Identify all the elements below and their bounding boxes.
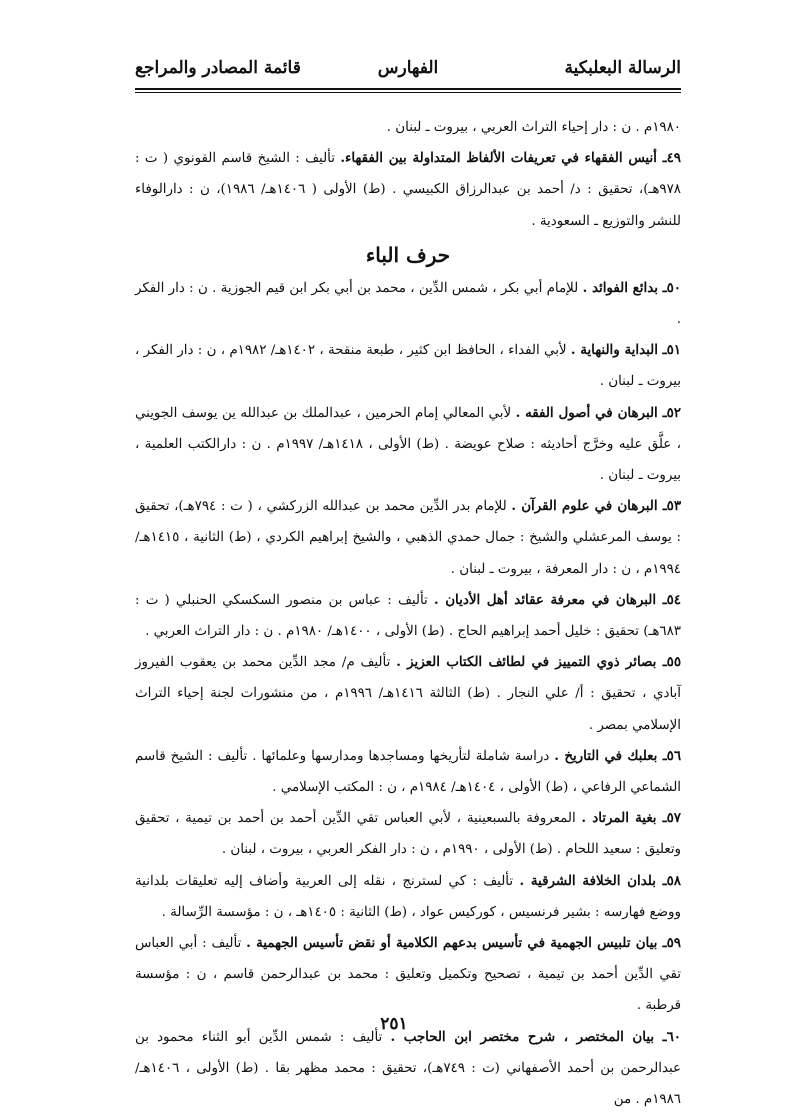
reference-entry — [135, 398, 681, 492]
reference-entry — [135, 928, 681, 1022]
entry-title: ٥٠ـ بدائع الفوائد . — [582, 279, 681, 296]
entry-title: ٥٣ـ البرهان في علوم القرآن . — [511, 498, 682, 515]
reference-entry — [135, 335, 681, 397]
entry-details: دراسة شاملة لتأريخها ومساجدها ومدارسها وعلمائها . تأليف : الشيخ قاسم الشماعي الرفاعي ، (ط) الأولى ، ١٤٠٤هـ/ ١٩٨٤م ، ن : المكتب الإسلامي . — [135, 748, 681, 796]
header-rule-thick — [135, 88, 681, 90]
reference-entry — [135, 273, 681, 335]
entry-details: تأليف : كي لسترنج ، نقله إلى العربية وأضاف إليه تعليقات بلدانية ووضع فهارسه : بشير فرنسيس ، كوركيس عواد ، (ط) الثانية : ١٤٠٥هـ ، ن : مؤسسة الرِّسالة . — [135, 873, 681, 920]
reference-entry — [135, 741, 681, 803]
header-chapter: قائمة المصادر والمراجع — [135, 58, 301, 78]
entry-details: لأبي المعالي إمام الحرمين ، عبدالملك بن عبدالله ين يوسف الجويني ، علَّق عليه وخرَّج أحاديثه : صلاح عويضة . (ط) الأولى ، ١٤١٨هـ/ ١٩٩٧م . ن : دارالكتب العلمية ، بيروت ـ لبنان . — [135, 405, 681, 484]
entry-title: ٥٥ـ بصائر ذوي التمييز في لطائف الكتاب العزيز . — [396, 654, 682, 671]
continuation-text: ١٩٨٠م . ن : دار إحياء التراث العربي ، بيروت ـ لبنان . — [386, 120, 681, 135]
entry-title: ٥١ـ البداية والنهاية . — [570, 342, 681, 359]
entry-title: ٦٠ـ بيان المختصر ، شرح مختصر ابن الحاجب . — [390, 1028, 681, 1045]
entry-details: تأليف م/ مجد الدِّين محمد بن يعقوب الفيروز آبادي ، تحقيق : أ/ علي النجار . (ط) الثالثة ١٤١٦هـ/ ١٩٩٦م ، من منشورات لجنة إحياء التراث الإسلامي بمصر . — [135, 655, 681, 733]
entry-details: للإمام أبي بكر ، شمس الدِّين ، محمد بن أبي بكر ابن قيم الجوزية . ن : دار الفكر . — [135, 280, 681, 328]
running-header — [135, 52, 681, 86]
entry-title: ٥٨ـ بلدان الخلافة الشرقية . — [519, 872, 681, 889]
entry-details: تأليف : شمس الدِّين أبو الثناء محمود بن عبدالرحمن بن أحمد الأصفهاني (ت : ٧٤٩هـ)، تحقيق : محمد مظهر بقا . (ط) الأولى ، ١٤٠٦هـ/ ١٩٨٦م . من — [135, 1029, 682, 1108]
entry-title: ٤٩ـ أنيس الفقهاء في تعريفات الألفاظ المتداولة بين الفقهاء. — [340, 150, 681, 167]
entry-title: ٥٧ـ بغية المرتاد . — [581, 810, 681, 827]
entry-details: للإمام بدر الدِّين محمد بن عبدالله الزركشي ، ( ت : ٧٩٤هـ)، تحقيق : يوسف المرعشلي والشيخ : جمال حمدي الذهبي ، والشيخ إبراهيم الكردي ، (ط) الثانية ، ١٤١٥هـ/ ١٩٩٤م ، ن : دار المعرفة ، بيروت ـ لبنان . — [135, 499, 681, 577]
entry-details: لأبي الفداء ، الحافظ ابن كثير ، طبعة منقحة ، ١٤٠٢هـ/ ١٩٨٢م ، ن : دار الفكر ، بيروت ـ لبنان . — [135, 343, 681, 390]
header-section: الفهارس — [377, 58, 439, 78]
reference-entry-49 — [135, 143, 681, 237]
reference-entry — [135, 803, 681, 865]
entry-details: تأليف : عباس بن منصور السكسكي الحنبلي ( ت : ٦٨٣هـ) تحقيق : خليل أحمد إبراهيم الحاج . (ط) الأولى ، ١٤٠٠هـ/ ١٩٨٠م . ن : دار التراث العربي . — [135, 592, 681, 640]
entry-title: ٥٩ـ بيان تلبيس الجهمية في تأسيس بدعهم الكلامية أو نقض تأسيس الجهمية . — [246, 935, 681, 952]
entry-title: ٥٦ـ بعلبك في التاريخ . — [554, 747, 682, 764]
entry-details: تأليف : الشيخ قاسم القونوي ( ت : ٩٧٨هـ)، تحقيق : د/ أحمد بن عبدالرزاق الكبيسي . (ط) الأولى ( ١٤٠٦هـ/ ١٩٨٦)، ن : دارالوفاء للنشر والتوزيع ـ السعودية . — [135, 151, 681, 229]
page-body — [135, 112, 681, 1115]
entry-details: المعروفة بالسبعينية ، لأبي العباس تقي الدِّين أحمد بن أحمد بن تيمية ، تحقيق وتعليق : سعيد اللحام . (ط) الأولى ، ١٩٩٠م ، ن : دار الفكر العربي ، بيروت ، لبنان . — [135, 811, 681, 858]
reference-entry — [135, 585, 681, 647]
entry-title: ٥٤ـ البرهان في معرفة عقائد أهل الأديان . — [433, 591, 681, 608]
header-rule-thin — [135, 92, 681, 93]
page-number: ٢٥١ — [380, 1014, 408, 1034]
entry-title: ٥٢ـ البرهان في أصول الفقه . — [515, 404, 681, 421]
reference-entry — [135, 866, 681, 928]
reference-entry — [135, 1022, 681, 1115]
reference-entry — [135, 491, 681, 585]
section-heading: حرف الباء — [365, 242, 451, 267]
reference-entry — [135, 647, 681, 741]
header-book-title: الرسالة البعلبكية — [564, 58, 681, 78]
entry-details: تأليف : أبي العباس تقي الدِّين أحمد بن تيمية ، تصحيح وتكميل وتعليق : محمد بن عبدالرحمن قاسم ، ن : مؤسسة قرطبة . — [135, 936, 681, 1014]
